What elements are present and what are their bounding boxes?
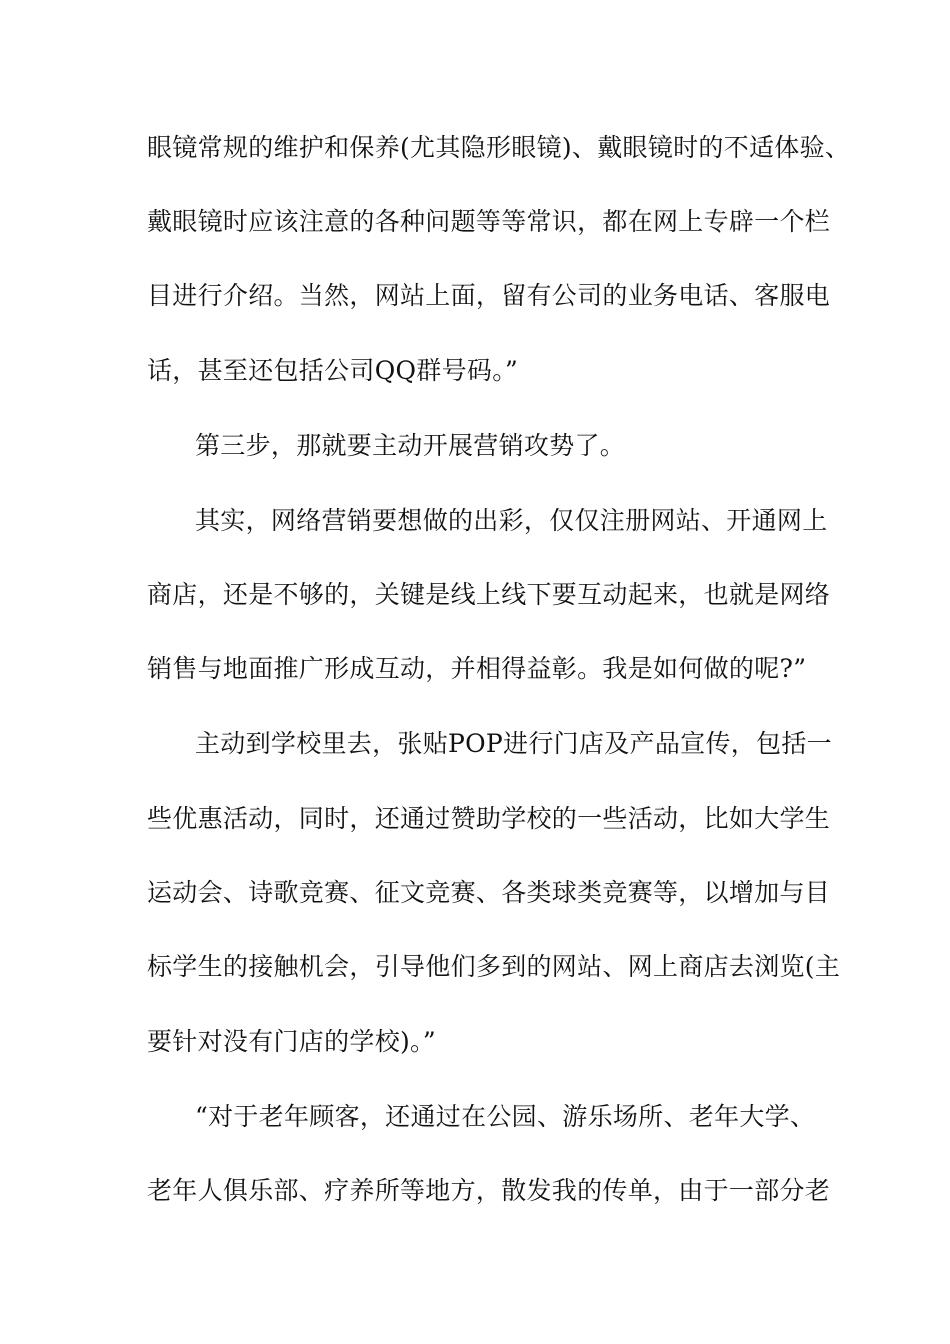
text-line-14: “对于老年顾客，还通过在公园、游乐场所、老年大学、 (195, 1102, 816, 1131)
text-line-3: 目进行介绍。当然，网站上面，留有公司的业务电话、客服电 (147, 281, 831, 310)
text-line-12: 标学生的接触机会，引导他们多到的网站、网上商店去浏览(主 (147, 952, 841, 981)
text-line-15: 老年人俱乐部、疗养所等地方，散发我的传单，由于一部分老 (147, 1176, 831, 1205)
text-line-7: 商店，还是不够的，关键是线上线下要互动起来，也就是网络 (147, 580, 831, 609)
text-line-5: 第三步，那就要主动开展营销攻势了。 (195, 431, 626, 460)
text-line-2: 戴眼镜时应该注意的各种问题等等常识，都在网上专辟一个栏 (147, 207, 831, 236)
text-line-1: 眼镜常规的维护和保养(尤其隐形眼镜)、戴眼镜时的不适体验、 (147, 133, 851, 162)
text-line-11: 运动会、诗歌竞赛、征文竞赛、各类球类竞赛等，以增加与目 (147, 878, 831, 907)
text-line-10: 些优惠活动，同时，还通过赞助学校的一些活动，比如大学生 (147, 804, 831, 833)
text-line-8: 销售与地面推广形成互动，并相得益彰。我是如何做的呢?” (147, 654, 807, 683)
text-line-9: 主动到学校里去，张贴POP进行门店及产品宣传，包括一 (195, 729, 832, 758)
text-line-13: 要针对没有门店的学校)。” (147, 1027, 436, 1056)
text-line-4: 话，甚至还包括公司QQ群号码。” (147, 356, 519, 385)
text-line-6: 其实，网络营销要想做的出彩，仅仅注册网站、开通网上 (195, 506, 828, 535)
